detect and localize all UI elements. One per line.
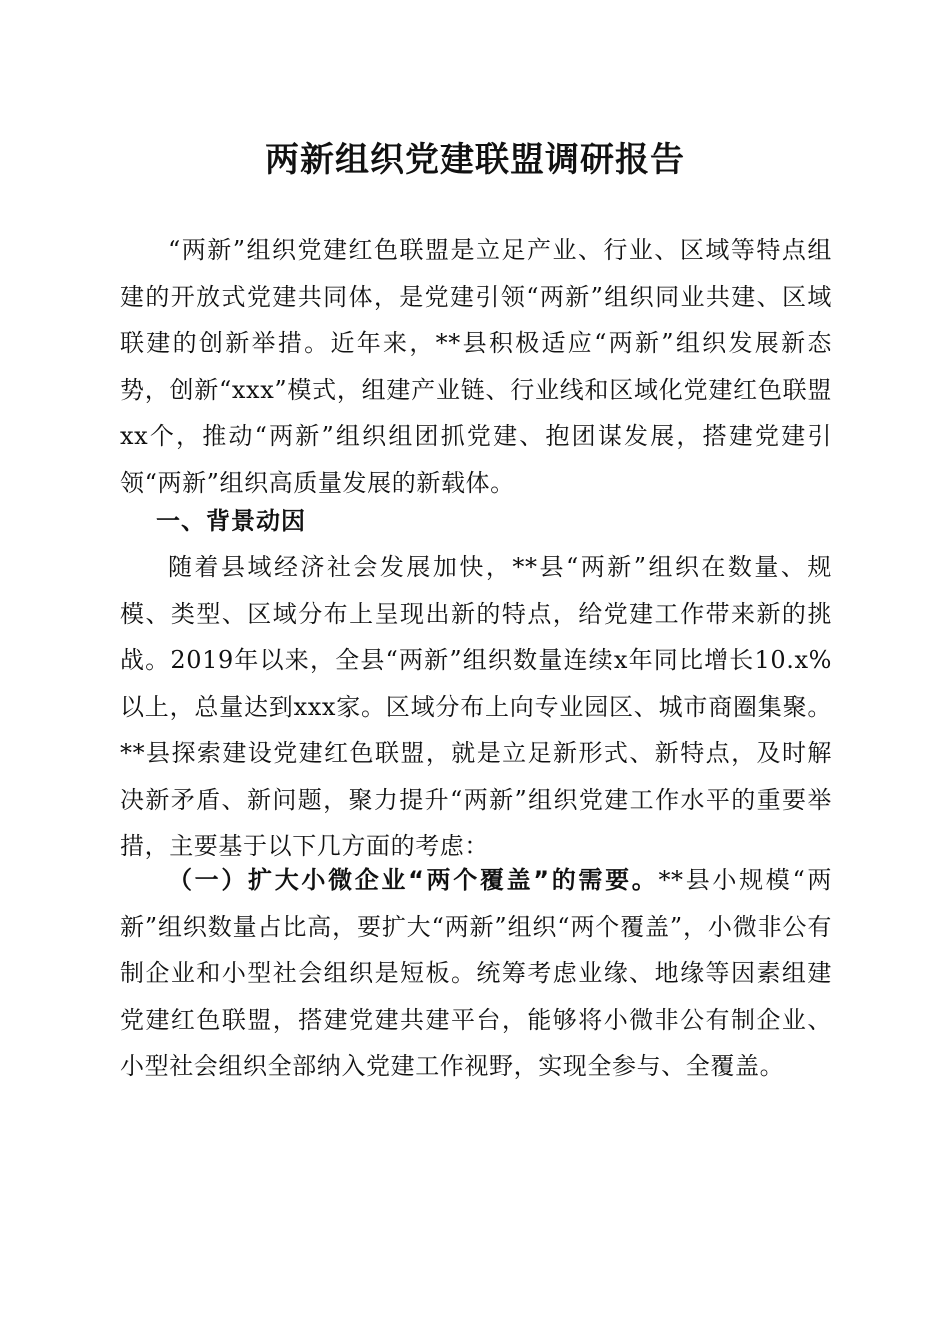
subsection-heading-coverage: （一）扩大小微企业“两个覆盖”的需要。: [168, 866, 659, 894]
document-title: 两新组织党建联盟调研报告: [265, 140, 685, 180]
subsection-body-coverage: **县小规模“两新”组织数量占比高，要扩大“两新”组织“两个覆盖”，小微非公有制企业和小型社会组织是短板。统筹考虑业缘、地缘等因素组建党建红色联盟，搭建党建共建平台，能够将小微非公有制企业、小型社会组织全部纳入党建工作视野，实现全参与、全覆盖。: [120, 866, 832, 1080]
section-heading-background: 一、背景动因: [156, 507, 306, 535]
intro-paragraph: “两新”组织党建红色联盟是立足产业、行业、区域等特点组建的开放式党建共同体，是党建引领“两新”组织同业共建、区域联建的创新举措。近年来，**县积极适应“两新”组织发展新态势，创新“xxx”模式，组建产业链、行业线和区域化党建红色联盟xx个，推动“两新”组织组团抓党建、抱团谋发展，搭建党建引领“两新”组织高质量发展的新载体。: [120, 236, 832, 497]
subsection-paragraph-coverage: [120, 857, 832, 1090]
background-paragraph: 随着县域经济社会发展加快，**县“两新”组织在数量、规模、类型、区域分布上呈现出新的特点，给党建工作带来新的挑战。2019年以来，全县“两新”组织数量连续x年同比增长10.x%以上，总量达到xxx家。区域分布上向专业园区、城市商圈集聚。**县探索建设党建红色联盟，就是立足新形式、新特点，及时解决新矛盾、新问题，聚力提升“两新”组织党建工作水平的重要举措，主要基于以下几方面的考虑：: [120, 553, 832, 860]
